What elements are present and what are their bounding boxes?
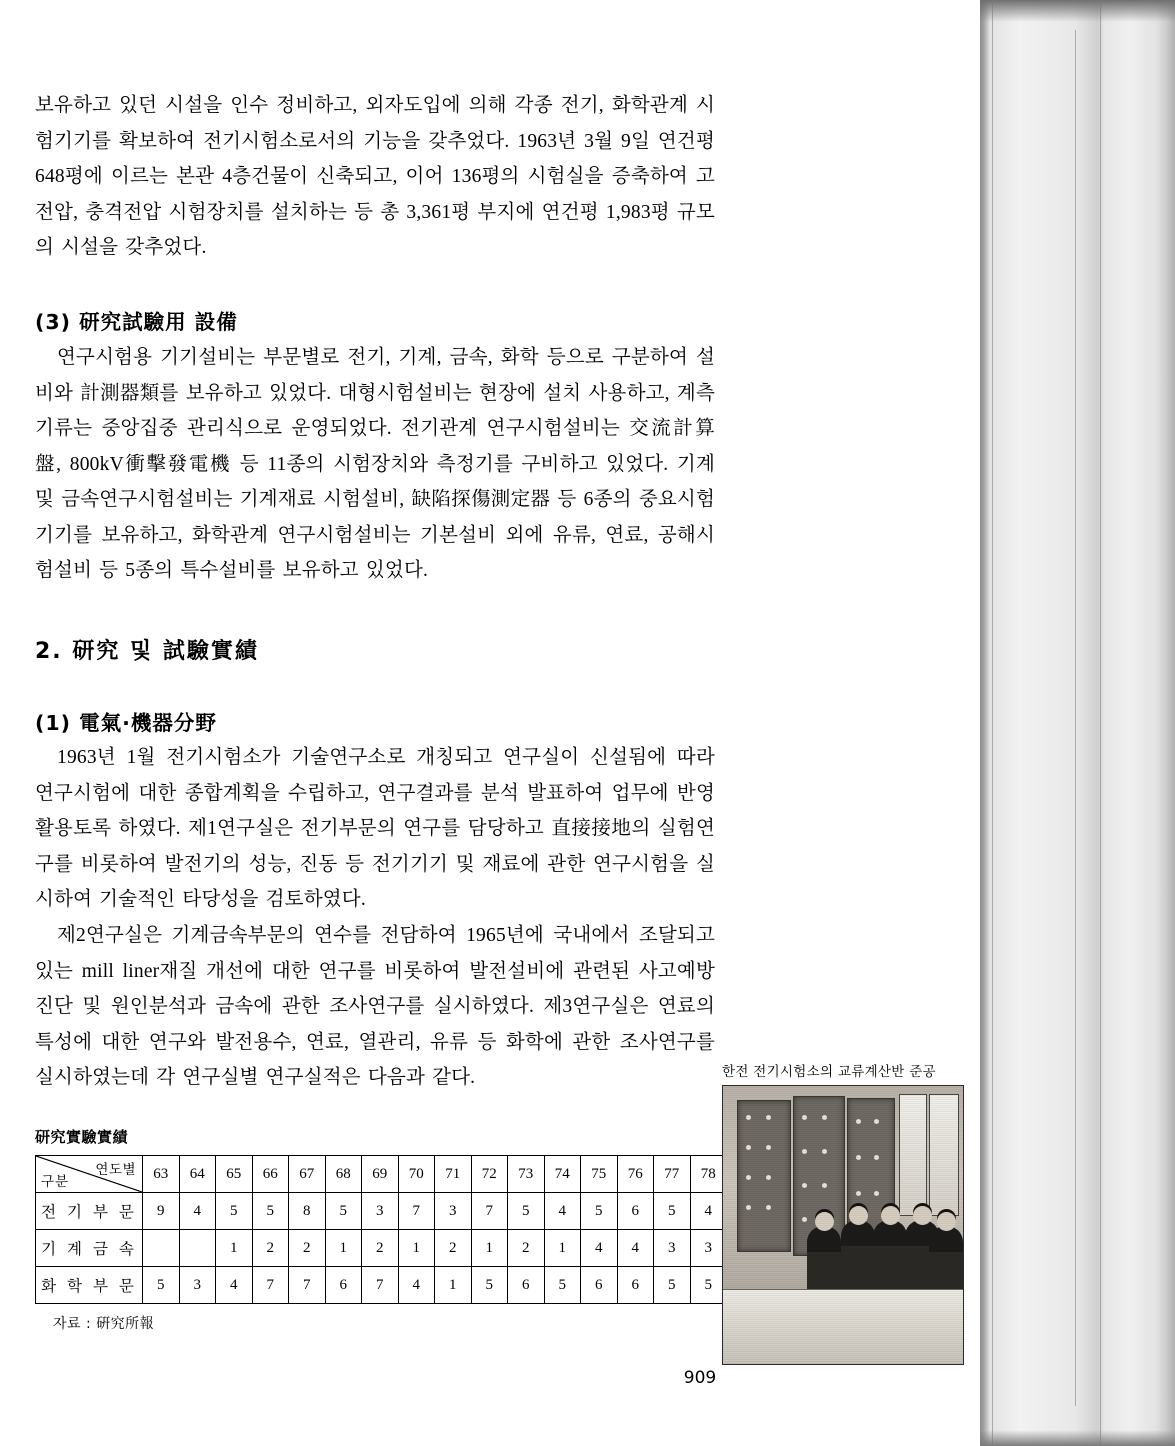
table-cell: 4	[216, 1267, 253, 1304]
table-year-header: 63	[143, 1156, 180, 1193]
table-cell: 2	[252, 1230, 289, 1267]
edge-bottom-shadow	[980, 1430, 1175, 1446]
table-cell: 3	[179, 1267, 216, 1304]
table-cell: 5	[325, 1193, 362, 1230]
table-cell: 5	[544, 1267, 581, 1304]
paragraph-block-4	[35, 918, 715, 1096]
table-cell: 3	[654, 1230, 691, 1267]
paragraph-block-2	[35, 340, 715, 589]
paragraph-block-3	[35, 740, 715, 918]
edge-top-shadow	[980, 0, 1175, 22]
table-year-header: 76	[617, 1156, 654, 1193]
paragraph-4: 제2연구실은 기계금속부문의 연수를 전담하여 1965년에 국내에서 조달되고 있는 mill liner재질 개선에 대한 연구를 비롯하여 발전설비에 관련된 사고예방진단 및 원인분석과 금속에 관한 조사연구를 실시하였다. 제3연구실은 연료의 특성에 대한 연구와 발전용수, 연료, 열관리, 유류 등 화학에 관한 조사연구를 실시하였는데 각 연구실별 연구실적은 다음과 같다.	[35, 925, 715, 1088]
page-number: 909	[683, 1368, 717, 1388]
table-year-header: 67	[289, 1156, 326, 1193]
table-source: 자료 : 硏究所報	[53, 1316, 155, 1332]
edge-line-3	[1100, 0, 1101, 1446]
table-year-header: 74	[544, 1156, 581, 1193]
table-cell: 5	[471, 1267, 508, 1304]
table-year-header: 68	[325, 1156, 362, 1193]
table-cell: 6	[508, 1267, 545, 1304]
photo-caption: 한전 전기시험소의 교류계산반 준공	[722, 1064, 936, 1080]
table-cell: 4	[690, 1193, 727, 1230]
heading-electric-machinery-field: (1) 電氣·機器分野	[35, 711, 217, 735]
table-cell: 1	[435, 1267, 472, 1304]
table-cell: 6	[581, 1267, 618, 1304]
heading-research-test-equipment: (3) 研究試驗用 設備	[35, 310, 238, 334]
table-cell: 4	[398, 1267, 435, 1304]
table-row-header: 화 학 부 문	[36, 1267, 143, 1304]
table-cell: 5	[654, 1193, 691, 1230]
book-edge-shading	[980, 0, 1175, 1446]
table-year-header: 75	[581, 1156, 618, 1193]
table-year-header: 73	[508, 1156, 545, 1193]
table-cell: 9	[143, 1193, 180, 1230]
table-cell: 3	[435, 1193, 472, 1230]
table-cell: 5	[216, 1193, 253, 1230]
table-cell: 5	[252, 1193, 289, 1230]
photo-grain-overlay	[723, 1086, 963, 1364]
table-cell: 5	[581, 1193, 618, 1230]
table-row	[36, 1267, 837, 1304]
table-cell: 1	[471, 1230, 508, 1267]
table-cell	[179, 1230, 216, 1267]
edge-line-1	[992, 0, 993, 1446]
table-title: 研究實驗實績	[35, 1128, 129, 1146]
table-cell: 2	[362, 1230, 399, 1267]
control-room-photo	[722, 1085, 964, 1365]
edge-line-2	[1075, 30, 1076, 1406]
table-cell: 2	[289, 1230, 326, 1267]
research-results-table	[35, 1155, 837, 1304]
paragraph-3: 1963년 1월 전기시험소가 기술연구소로 개칭되고 연구실이 신설됨에 따라 연구시험에 대한 종합계획을 수립하고, 연구결과를 분석 발표하여 업무에 반영 활용토록 하였다. 제1연구실은 전기부문의 연구를 담당하고 直接接地의 실험연구를 비롯하여 발전기의 성능, 진동 등 전기기기 및 재료에 관한 연구시험을 실시하여 기술적인 타당성을 검토하였다.	[35, 747, 715, 910]
table-year-header: 70	[398, 1156, 435, 1193]
heading-research-and-test-results: 2. 研究 및 試驗實績	[35, 639, 259, 664]
table-cell: 6	[617, 1193, 654, 1230]
table-row-header: 기 계 금 속	[36, 1230, 143, 1267]
table-cell: 7	[252, 1267, 289, 1304]
table-cell: 4	[544, 1193, 581, 1230]
table-year-header: 72	[471, 1156, 508, 1193]
paragraph-block-1	[35, 88, 715, 266]
results-table-block	[35, 1126, 837, 1333]
table-cell: 2	[435, 1230, 472, 1267]
table-cell	[143, 1230, 180, 1267]
table-row-header: 전 기 부 문	[36, 1193, 143, 1230]
table-cell: 4	[179, 1193, 216, 1230]
table-year-header: 66	[252, 1156, 289, 1193]
table-row	[36, 1193, 837, 1230]
table-cell: 5	[654, 1267, 691, 1304]
table-year-header: 65	[216, 1156, 253, 1193]
heading-block-results	[35, 634, 715, 665]
table-row	[36, 1230, 837, 1267]
paragraph-1: 보유하고 있던 시설을 인수 정비하고, 외자도입에 의해 각종 전기, 화학관계 시험기기를 확보하여 전기시험소로서의 기능을 갖추었다. 1963년 3월 9일 연건평 648평에 이르는 본관 4층건물이 신축되고, 이어 136평의 시험실을 증축하여 고전압, 충격전압 시험장치를 설치하는 등 총 3,361평 부지에 연건평 1,983평 규모의 시설을 갖추었다.	[35, 95, 715, 258]
table-cell: 3	[362, 1193, 399, 1230]
table-cell: 8	[289, 1193, 326, 1230]
table-cell: 1	[325, 1230, 362, 1267]
heading-block-facilities	[35, 305, 715, 335]
table-cell: 1	[544, 1230, 581, 1267]
table-corner-cell: 연도별 구분	[36, 1156, 143, 1193]
table-cell: 4	[617, 1230, 654, 1267]
table-cell: 7	[289, 1267, 326, 1304]
photo-block	[722, 1060, 962, 1365]
table-year-header: 71	[435, 1156, 472, 1193]
table-cell: 5	[690, 1267, 727, 1304]
heading-block-electric	[35, 706, 715, 736]
table-cell: 1	[398, 1230, 435, 1267]
table-year-header: 77	[654, 1156, 691, 1193]
table-cell: 5	[143, 1267, 180, 1304]
table-cell: 7	[362, 1267, 399, 1304]
table-cell: 6	[617, 1267, 654, 1304]
paragraph-2: 연구시험용 기기설비는 부문별로 전기, 기계, 금속, 화학 등으로 구분하여 설비와 計測器類를 보유하고 있었다. 대형시험설비는 현장에 설치 사용하고, 계측기류는 중앙집중 관리식으로 운영되었다. 전기관계 연구시험설비는 交流計算盤, 800kV衝擊發電機 등 11종의 시험장치와 측정기를 구비하고 있었다. 기계 및 금속연구시험설비는 기계재료 시험설비, 缺陷探傷測定器 등 6종의 중요시험기기를 보유하고, 화학관계 연구시험설비는 기본설비 외에 유류, 연료, 공해시험설비 등 5종의 특수설비를 보유하고 있었다.	[35, 347, 715, 581]
table-cell: 6	[325, 1267, 362, 1304]
table-cell: 7	[471, 1193, 508, 1230]
table-year-header: 69	[362, 1156, 399, 1193]
table-cell: 3	[690, 1230, 727, 1267]
table-cell: 5	[508, 1193, 545, 1230]
table-cell: 1	[216, 1230, 253, 1267]
table-header-row	[36, 1156, 837, 1193]
table-year-header: 64	[179, 1156, 216, 1193]
table-cell: 7	[398, 1193, 435, 1230]
table-cell: 2	[508, 1230, 545, 1267]
table-cell: 4	[581, 1230, 618, 1267]
table-year-header: 78	[690, 1156, 727, 1193]
